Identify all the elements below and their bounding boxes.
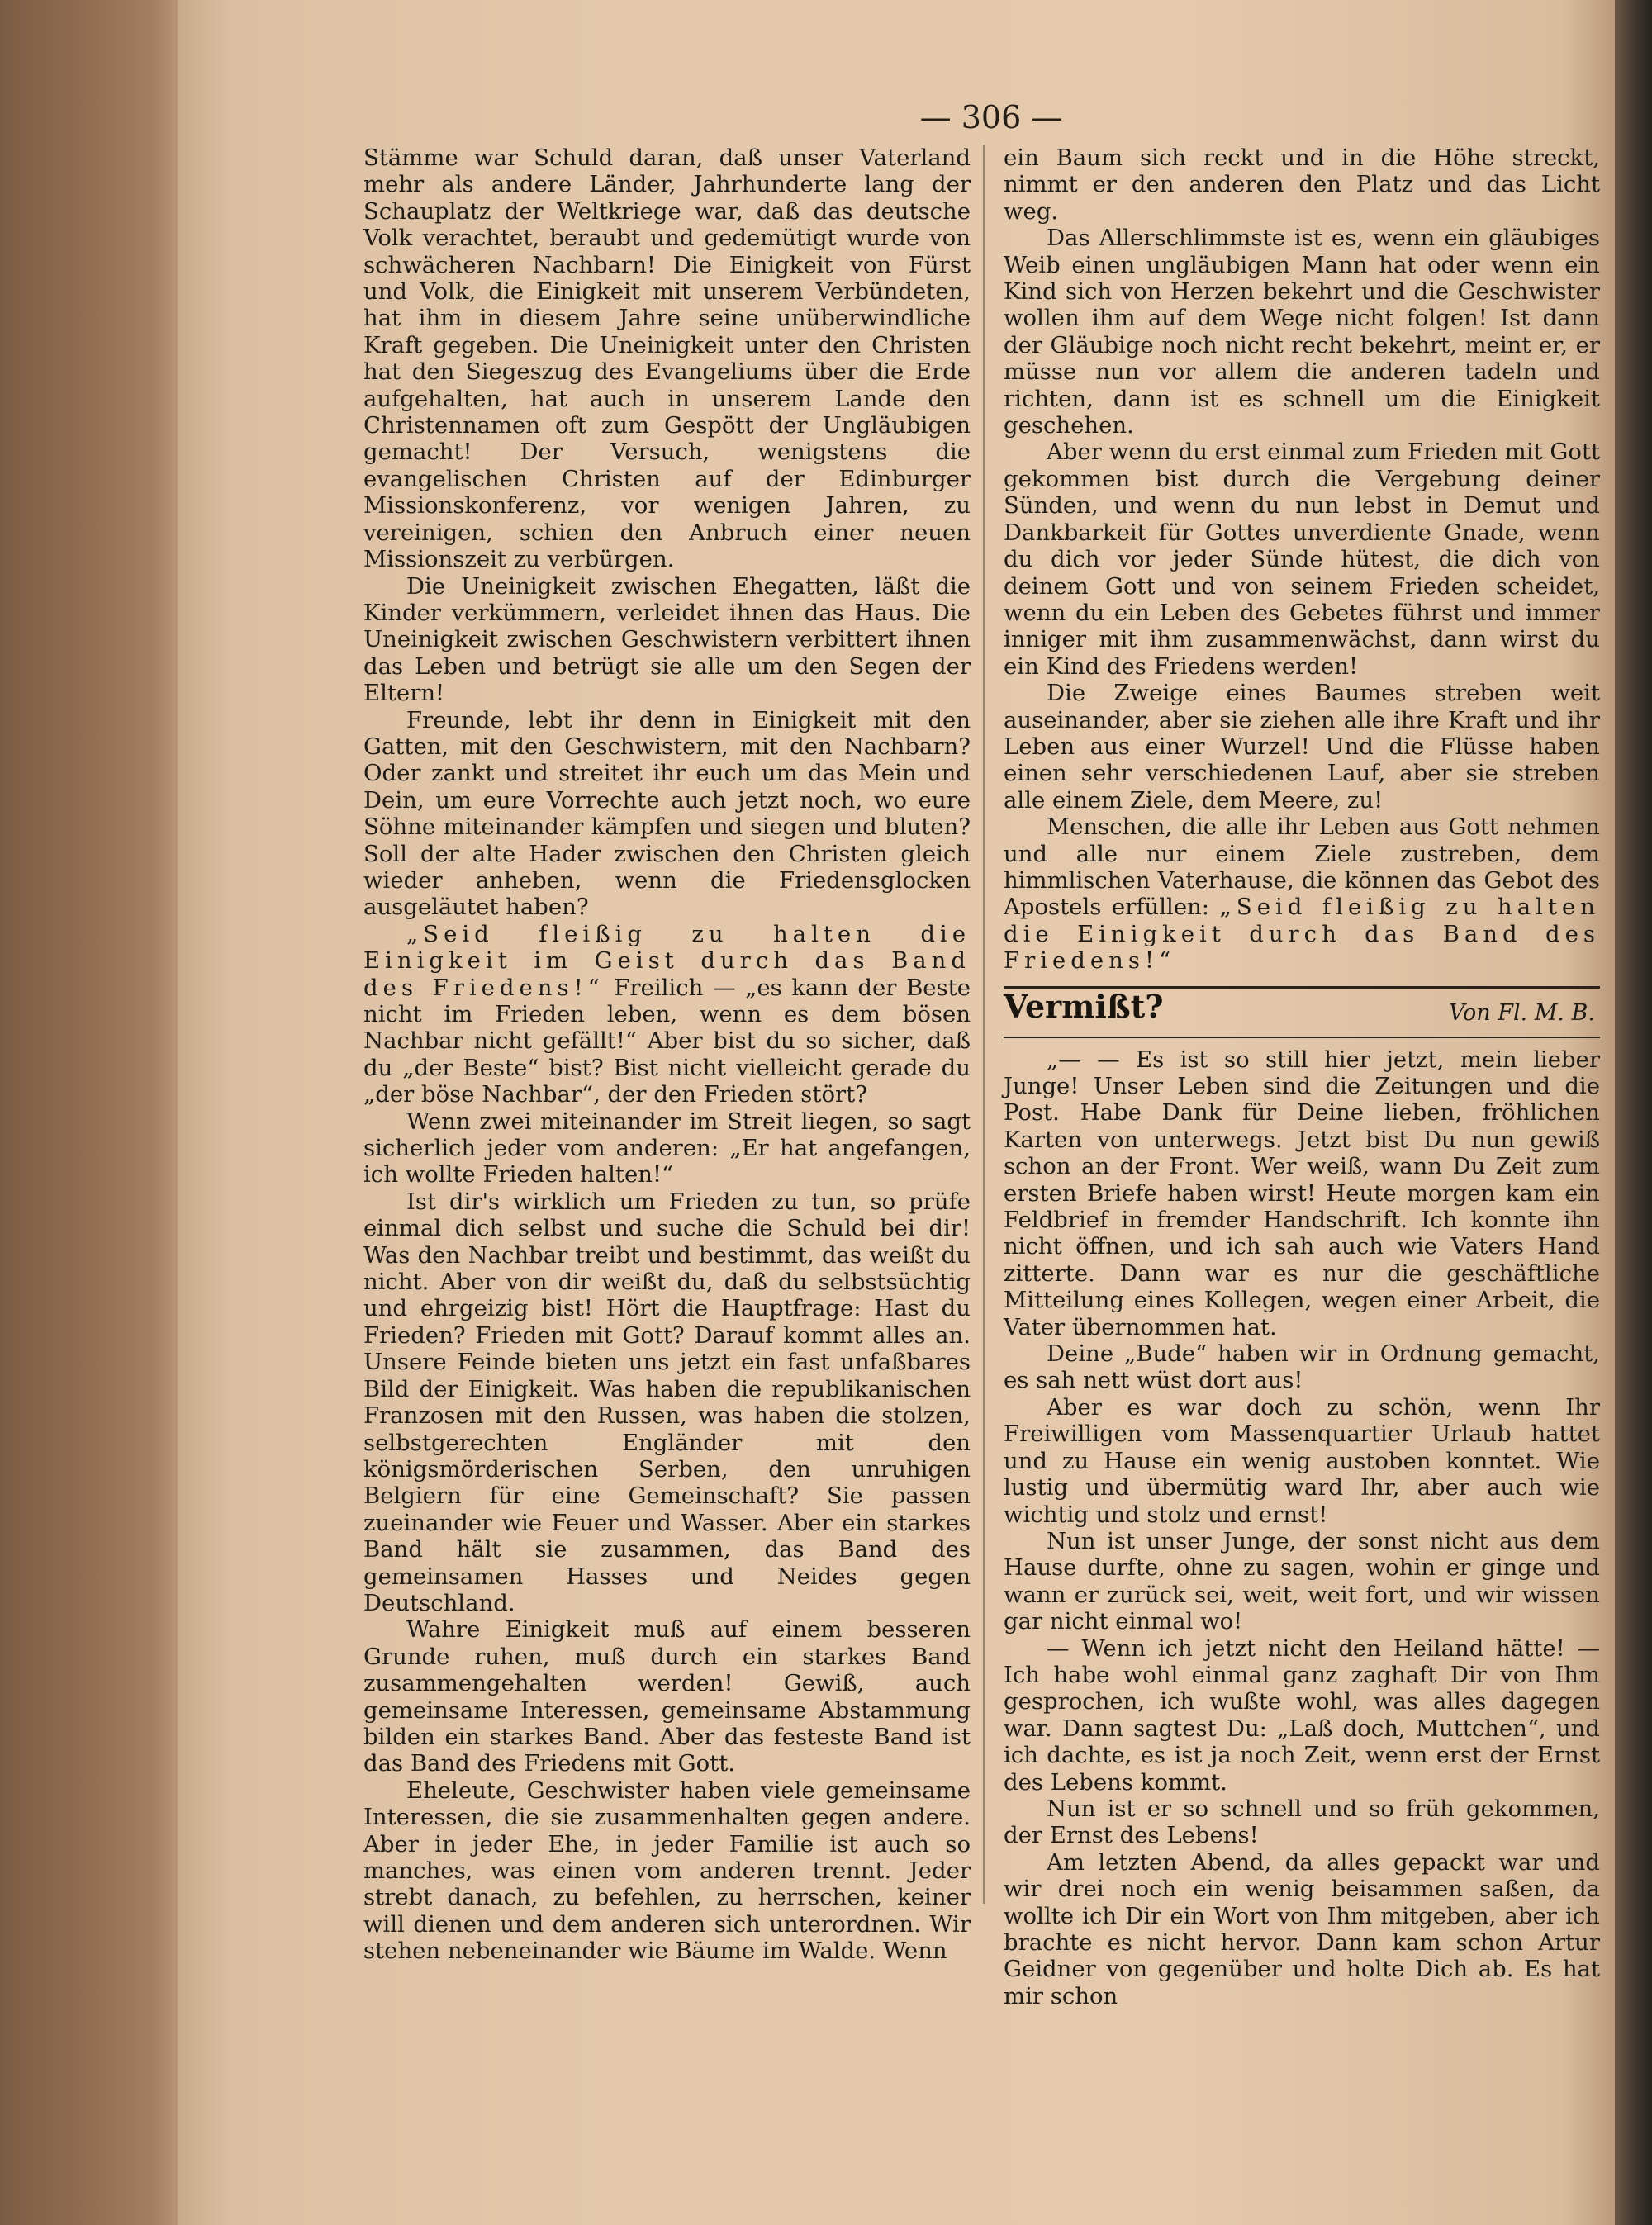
paragraph-text: Menschen, die alle ihr Leben aus Gott nehmen und alle nur einem Ziele zustreben, dem himmlischen Vaterhause, die können das Gebot des Apostels erfüllen:: [1004, 814, 1600, 921]
column-rule: [983, 145, 985, 1904]
paragraph: Das Allerschlimmste ist es, wenn ein gläubiges Weib einen ungläubigen Mann hat oder wenn ein Kind sich von Herzen bekehrt und die Geschwister wollen ihm auf dem Wege nicht folgen! Ist dann der Gläubige noch nicht recht bekehrt, meint er, er müsse nun vor allem die anderen tadeln und richten, dann ist es schnell um die Einigkeit geschehen.: [1004, 225, 1600, 439]
paragraph: [1004, 814, 1600, 974]
spaced-quote: „Seid fleißig zu halten die Einigkeit im Geist durch das Band des Friedens!“: [363, 920, 971, 1001]
paragraph: „— — Es ist so still hier jetzt, mein lieber Junge! Unser Leben sind die Zeitungen und die Post. Habe Dank für Deine lieben, fröhlichen Karten von unterwegs. Jetzt bist Du nun gewiß schon an der Front. Wer weiß, wann Du Zeit zum ersten Briefe haben wirst! Heute morgen kam ein Feldbrief in fremder Handschrift. Ich konnte ihn nicht öffnen, und ich sah auch wie Vaters Hand zitterte. Dann war es nur die geschäftliche Mitteilung eines Kollegen, wegen einer Arbeit, die Vater übernommen hat.: [1004, 1046, 1600, 1340]
paragraph: Freunde, lebt ihr denn in Einigkeit mit den Gatten, mit den Geschwistern, mit den Nachbarn? Oder zankt und streitet ihr euch um das Mein und Dein, um eure Vorrechte auch jetzt noch, wo eure Söhne miteinander kämpfen und siegen und bluten? Soll der alte Hader zwischen den Christen gleich wieder anheben, wenn die Friedensglocken ausgeläutet haben?: [363, 706, 971, 921]
paragraph: Nun ist er so schnell und so früh gekommen, der Ernst des Lebens!: [1004, 1795, 1600, 1849]
paragraph: Am letzten Abend, da alles gepackt war und wir drei noch ein wenig beisammen saßen, da wollte ich Dir ein Wort von Ihm mitgeben, aber ich brachte es nicht hervor. Dann kam schon Artur Geidner von gegenüber und holte Dich ab. Es hat mir schon: [1004, 1848, 1600, 2009]
section-header: [1004, 986, 1600, 1038]
section-author: Von Fl. M. B.: [1448, 999, 1595, 1026]
section-title: Vermißt?: [1004, 987, 1164, 1025]
paragraph: Die Zweige eines Baumes streben weit auseinander, aber sie ziehen alle ihre Kraft und ihr Leben aus einer Wurzel! Und die Flüsse haben einen sehr verschiedenen Lauf, aber sie streben alle einem Ziele, dem Meere, zu!: [1004, 680, 1600, 814]
right-column: [1004, 145, 1600, 2009]
page-number: — 306 —: [919, 99, 1063, 135]
left-column: [363, 145, 971, 1965]
paragraph: Aber es war doch zu schön, wenn Ihr Freiwilligen vom Massenquartier Urlaub hattet und zu Hause ein wenig austoben konntet. Wie lustig und übermütig ward Ihr, aber auch wie wichtig und stolz und ernst!: [1004, 1393, 1600, 1528]
paragraph: [363, 921, 971, 1108]
paragraph: Stämme war Schuld daran, daß unser Vaterland mehr als andere Länder, Jahrhunderte lang der Schauplatz der Weltkriege war, daß das deutsche Volk verachtet, beraubt und gedemütigt wurde von schwächeren Nachbarn! Die Einigkeit von Fürst und Volk, die Einigkeit mit unserem Verbündeten, hat ihm in diesem Jahre seine unüberwindliche Kraft gegeben. Die Uneinigkeit unter den Christen hat den Siegeszug des Evangeliums über die Erde aufgehalten, hat auch in unserem Lande den Christennamen oft zum Gespött der Ungläubigen gemacht! Der Versuch, wenigstens die evangelischen Christen auf der Edinburger Missionskonferenz, vor wenigen Jahren, zu vereinigen, schien den Anbruch einer neuen Missionszeit zu verbürgen.: [363, 145, 971, 573]
paragraph: Nun ist unser Junge, der sonst nicht aus dem Hause durfte, ohne zu sagen, wohin er ginge und wann er zurück sei, weit, weit fort, und wir wissen gar nicht einmal wo!: [1004, 1527, 1600, 1635]
paragraph: — Wenn ich jetzt nicht den Heiland hätte! — Ich habe wohl einmal ganz zaghaft Dir von Ihm gesprochen, ich wußte wohl, was alles dagegen war. Dann sagtest Du: „Laß doch, Muttchen“, und ich dachte, es ist ja noch Zeit, wenn erst der Ernst des Lebens kommt.: [1004, 1634, 1600, 1796]
paragraph: Deine „Bude“ haben wir in Ordnung gemacht, es sah nett wüst dort aus!: [1004, 1340, 1600, 1394]
paragraph: Eheleute, Geschwister haben viele gemeinsame Interessen, die sie zusammenhalten gegen andere. Aber in jeder Ehe, in jeder Familie ist auch so manches, was einen vom anderen trennt. Jeder strebt danach, zu befehlen, zu herrschen, keiner will dienen und dem anderen sich unterordnen. Wir stehen nebeneinander wie Bäume im Walde. Wenn: [363, 1777, 971, 1965]
paragraph: Aber wenn du erst einmal zum Frieden mit Gott gekommen bist durch die Vergebung deiner Sünden, und wenn du nun lebst in Demut und Dankbarkeit für Gottes unverdiente Gnade, wenn du dich vor jeder Sünde hütest, die dich von deinem Gott und von seinem Frieden scheidet, wenn du ein Leben des Gebetes führst und immer inniger mit ihm zusammenwächst, dann wirst du ein Kind des Friedens werden!: [1004, 439, 1600, 680]
book-binding-left: [0, 0, 178, 2225]
paragraph: Ist dir's wirklich um Frieden zu tun, so prüfe einmal dich selbst und suche die Schuld bei dir! Was den Nachbar treibt und bestimmt, das weißt du nicht. Aber von dir weißt du, daß du selbstsüchtig und ehrgeizig bist! Hört die Hauptfrage: Hast du Frieden? Frieden mit Gott? Darauf kommt alles an. Unsere Feinde bieten uns jetzt ein fast unfaßbares Bild der Einigkeit. Was haben die republikanischen Franzosen mit den Russen, was haben die stolzen, selbstgerechten Engländer mit den königsmörderischen Serben, den unruhigen Belgiern für eine Gemeinschaft? Sie passen zueinander wie Feuer und Wasser. Aber ein starkes Band hält sie zusammen, das Band des gemeinsamen Hasses und Neides gegen Deutschland.: [363, 1188, 971, 1616]
paragraph: Die Uneinigkeit zwischen Ehegatten, läßt die Kinder verkümmern, verleidet ihnen das Haus. Die Uneinigkeit zwischen Geschwistern verbittert ihnen das Leben und betrügt sie alle um den Segen der Eltern!: [363, 572, 971, 707]
book-page-right-edge: [1615, 0, 1652, 2225]
paragraph: Wahre Einigkeit muß auf einem besseren Grunde ruhen, muß durch ein starkes Band zusammengehalten werden! Gewiß, auch gemeinsame Interessen, gemeinsame Abstammung bilden ein starkes Band. Aber das festeste Band ist das Band des Friedens mit Gott.: [363, 1616, 971, 1777]
spaced-quote: „Seid fleißig zu halten die Einigkeit durch das Band des Friedens!“: [1004, 894, 1600, 975]
paragraph: Wenn zwei miteinander im Streit liegen, so sagt sicherlich jeder vom anderen: „Er hat angefangen, ich wollte Frieden halten!“: [363, 1108, 971, 1188]
paragraph-text: Freilich — „es kann der Beste nicht im Frieden leben, wenn es dem bösen Nachbar nicht gefällt!“ Aber bist du so sicher, daß du „der Beste“ bist? Bist nicht vielleicht gerade du „der böse Nachbar“, der den Frieden stört?: [363, 974, 971, 1108]
paragraph: ein Baum sich reckt und in die Höhe streckt, nimmt er den anderen den Platz und das Licht weg.: [1004, 145, 1600, 225]
